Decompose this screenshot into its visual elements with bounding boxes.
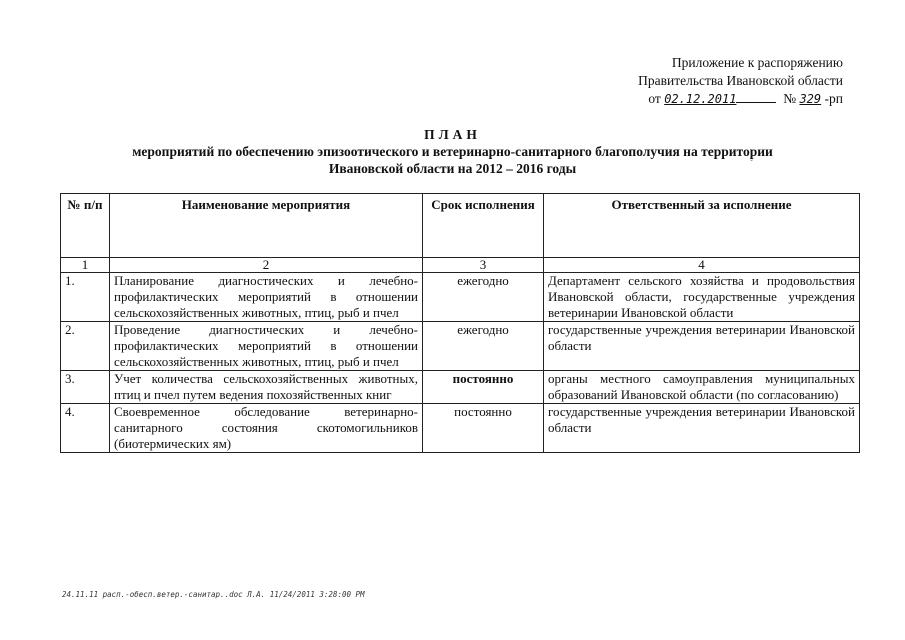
table-header-row xyxy=(61,194,860,258)
row-num: 1. xyxy=(61,273,110,322)
row-term: постоянно xyxy=(423,371,544,404)
header-term: Срок исполнения xyxy=(423,194,544,258)
date-prefix: от xyxy=(648,91,661,106)
scan-mark: ˇ xyxy=(750,158,753,168)
row-responsible: органы местного самоуправления муниципальных образований Ивановской области (по согласованию) xyxy=(544,371,860,404)
plan-table xyxy=(60,193,860,453)
row-responsible: государственные учреждения ветеринарии Ивановской области xyxy=(544,322,860,371)
column-number-row xyxy=(61,258,860,273)
file-footer: 24.11.11 расп.-обесп.ветер.-санитар..doc Л.А. 11/24/2011 3:28:00 PM xyxy=(62,590,365,599)
table-row xyxy=(61,273,860,322)
column-number: 1 xyxy=(61,258,110,273)
appendix-line-1: Приложение к распоряжению xyxy=(671,55,843,70)
plan-title: ПЛАН xyxy=(424,127,481,142)
row-responsible: Департамент сельского хозяйства и продовольствия Ивановской области, государственные учреждения ветеринарии Ивановской области xyxy=(544,273,860,322)
row-num: 4. xyxy=(61,404,110,453)
row-term: ежегодно xyxy=(423,322,544,371)
header-num: № п/п xyxy=(61,194,110,258)
column-number: 3 xyxy=(423,258,544,273)
row-name: Планирование диагностических и лечебно-профилактических мероприятий в отношении сельскохозяйственных животных, птиц, рыб и пчел xyxy=(110,273,423,322)
row-name: Проведение диагностических и лечебно-профилактических мероприятий в отношении сельскохозяйственных животных, птиц, рыб и пчел xyxy=(110,322,423,371)
plan-subtitle-line-1: мероприятий по обеспечению эпизоотического и ветеринарно-санитарного благополучия на территории xyxy=(132,144,773,159)
appendix-date-line xyxy=(638,90,843,108)
number-suffix: -рп xyxy=(824,91,843,106)
date-underline xyxy=(736,90,776,103)
header-responsible: Ответственный за исполнение xyxy=(544,194,860,258)
row-num: 3. xyxy=(61,371,110,404)
row-num: 2. xyxy=(61,322,110,371)
row-term: ежегодно xyxy=(423,273,544,322)
row-name: Своевременное обследование ветеринарно-санитарного состояния скотомогильников (биотермических ям) xyxy=(110,404,423,453)
table-row xyxy=(61,322,860,371)
plan-subtitle-line-2: Ивановской области на 2012 – 2016 годы xyxy=(328,161,577,176)
header-name: Наименование мероприятия xyxy=(110,194,423,258)
row-term: постоянно xyxy=(423,404,544,453)
column-number: 4 xyxy=(544,258,860,273)
handwritten-number: 329 xyxy=(799,92,822,106)
row-name: Учет количества сельскохозяйственных животных, птиц и пчел путем ведения похозяйственных книг xyxy=(110,371,423,404)
number-prefix: № xyxy=(783,91,797,106)
table-row xyxy=(61,371,860,404)
appendix-line-2: Правительства Ивановской области xyxy=(638,73,843,88)
appendix-block xyxy=(638,54,843,108)
column-number: 2 xyxy=(110,258,423,273)
row-responsible: государственные учреждения ветеринарии Ивановской области xyxy=(544,404,860,453)
table-row xyxy=(61,404,860,453)
handwritten-date: 02.12.2011 xyxy=(664,92,737,106)
